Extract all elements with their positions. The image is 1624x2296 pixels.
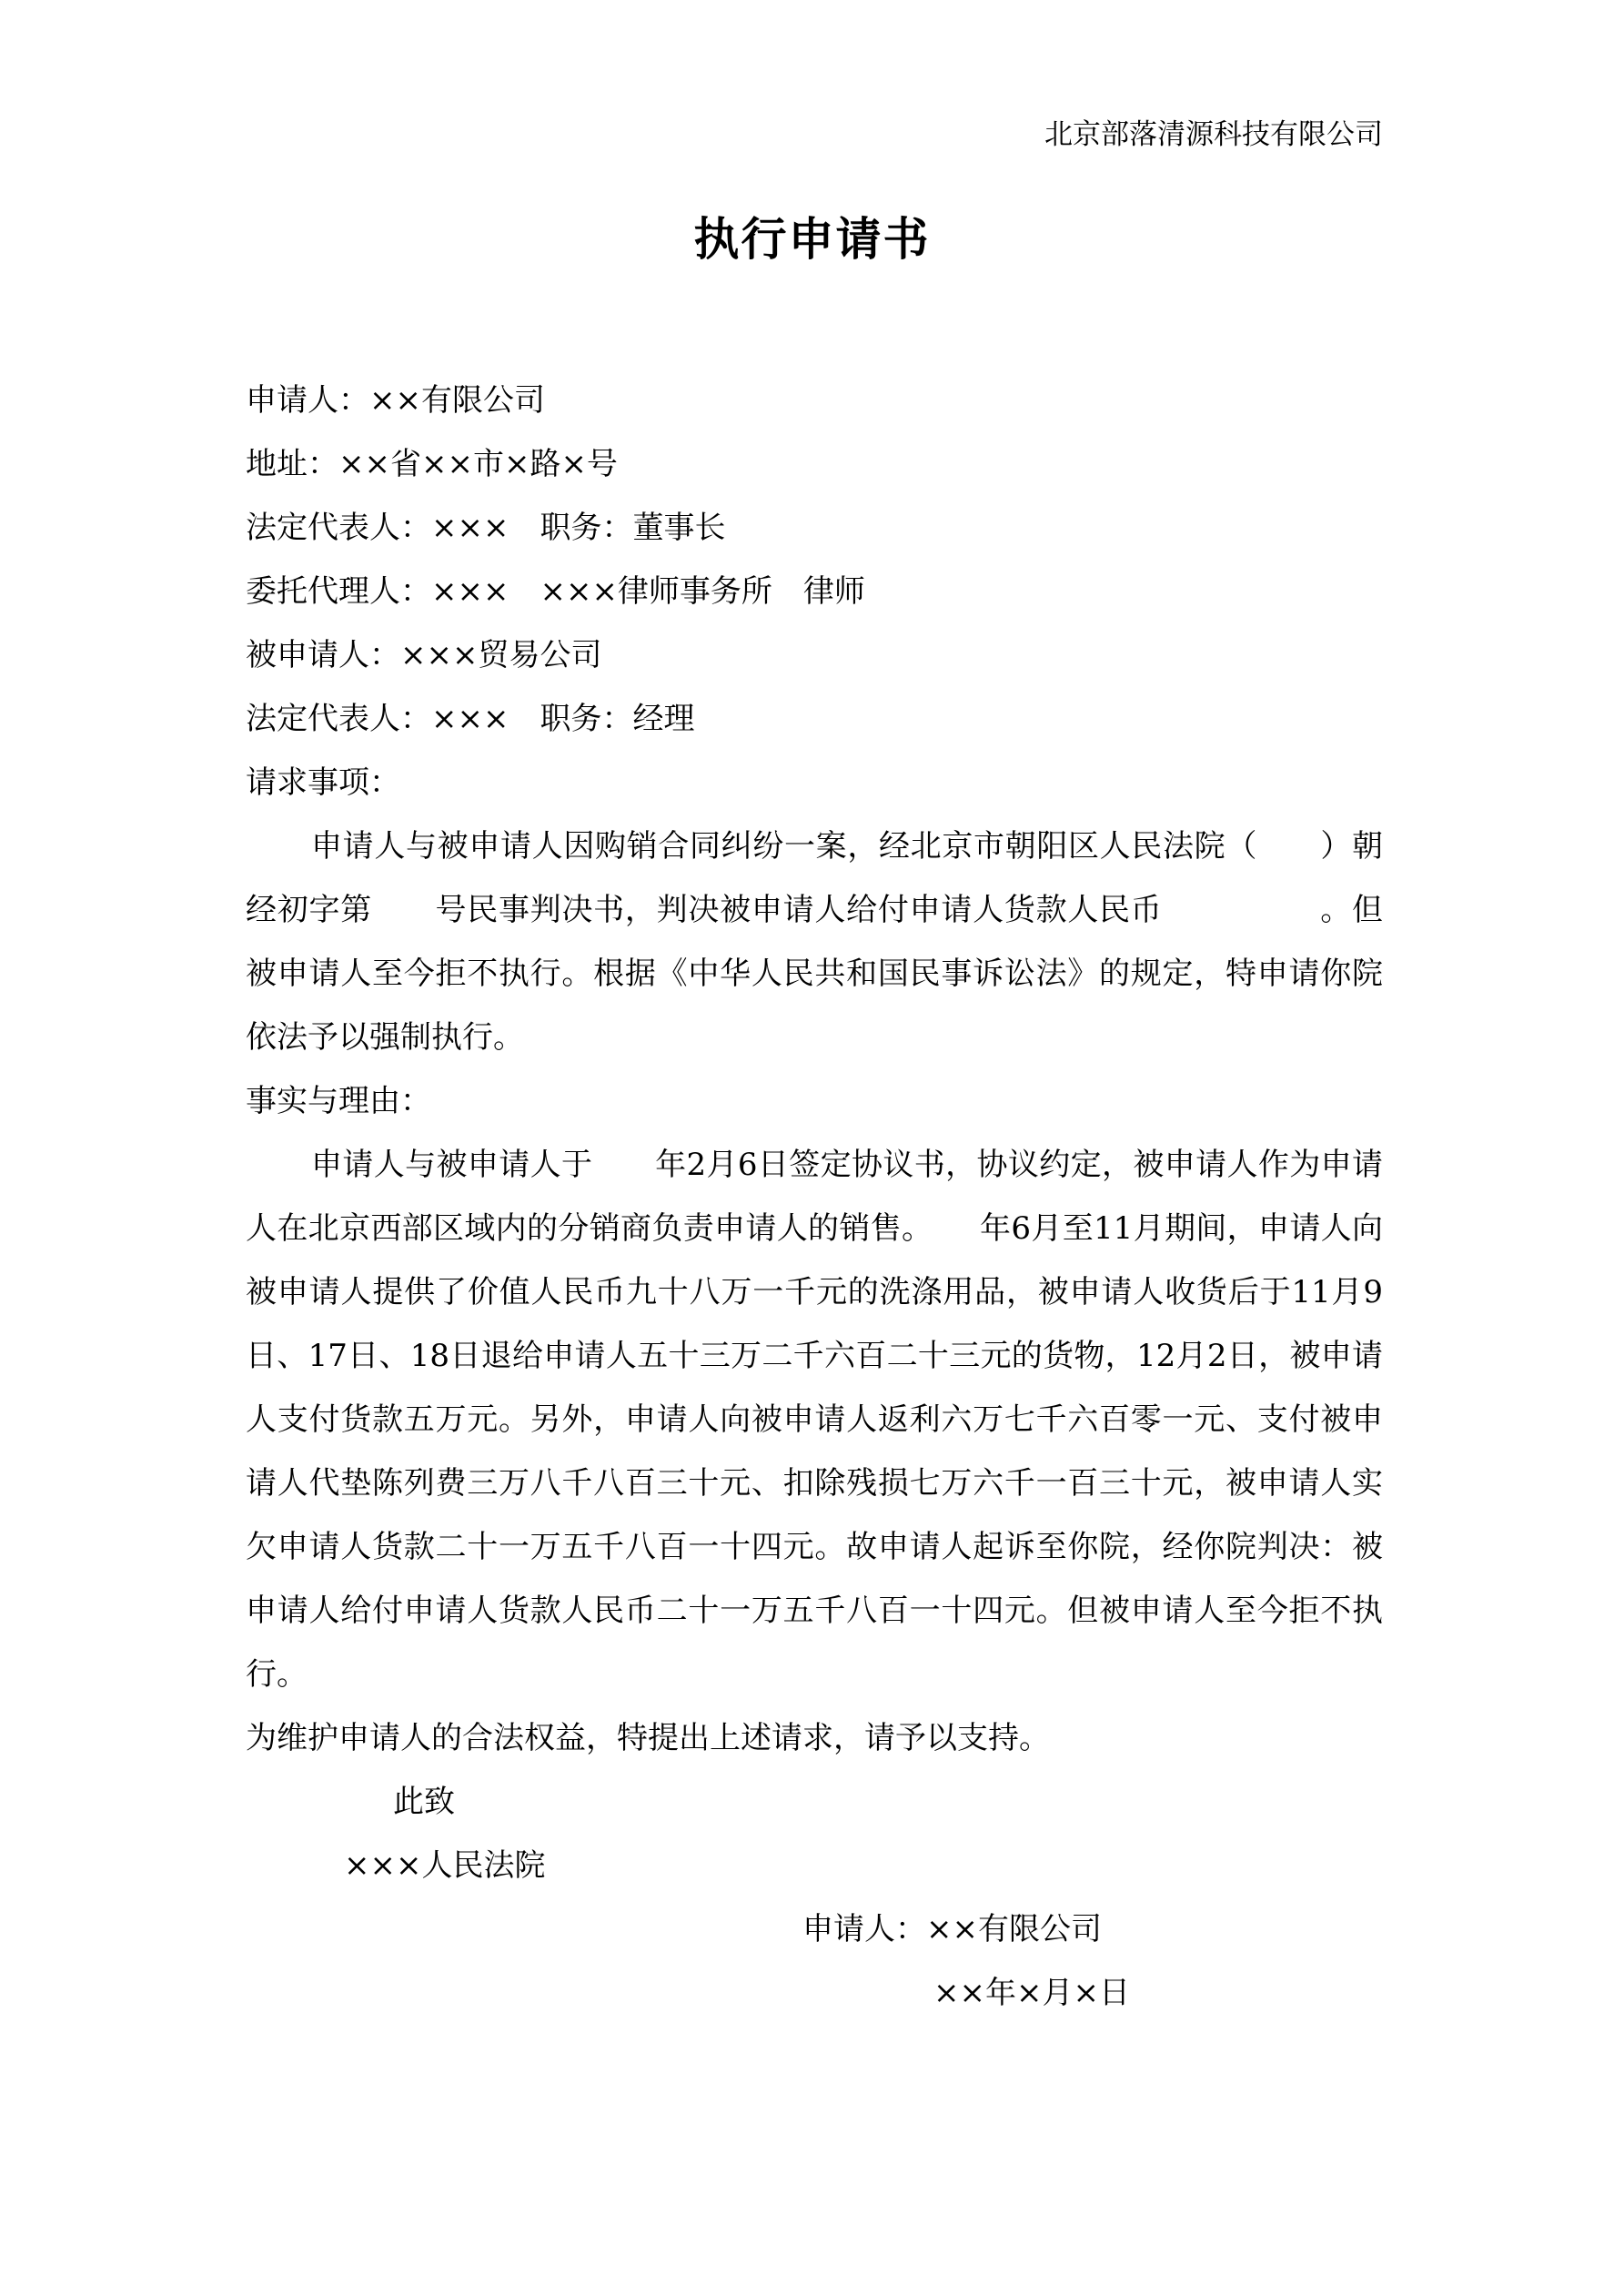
claims-paragraph: 申请人与被申请人因购销合同纠纷一案，经北京市朝阳区人民法院（ ）朝经初字第 号民事判决书，判决被申请人给付申请人货款人民币 。但被申请人至今拒不执行。根据《中华人民共和国民事诉讼法》的规定，特申请你院依法予以强制执行。 [246, 828, 1383, 1056]
applicant-line: 申请人：××有限公司 [246, 382, 545, 419]
header-company-name: 北京部落清源科技有限公司 [1044, 118, 1383, 151]
signature-applicant: 申请人：××有限公司 [802, 1911, 1102, 1947]
respondent-legal-representative-line: 法定代表人：××× 职务：经理 [246, 701, 695, 737]
legal-representative-line: 法定代表人：××× 职务：董事长 [246, 510, 726, 546]
facts-paragraph: 申请人与被申请人于 年2月6日签定协议书，协议约定，被申请人作为申请人在北京西部区域内的分销商负责申请人的销售。 年6月至11月期间，申请人向被申请人提供了价值人民币九十八万一千元的洗涤用品，被申请人收货后于11月9日、17日、18日退给申请人五十三万二千六百二十三元的货物，12月2日，被申请人支付货款五万元。另外，申请人向被申请人返利六万七千六百零一元、支付被申请人代垫陈列费三万八千八百三十元、扣除残损七万六千一百三十元，被申请人实欠申请人货款二十一万五千八百一十四元。故申请人起诉至你院，经你院判决：被申请人给付申请人货款人民币二十一万五千八百一十四元。但被申请人至今拒不执行。 [246, 1147, 1383, 1693]
signature-date: ××年×月×日 [933, 1975, 1130, 2011]
respondent-line: 被申请人：×××贸易公司 [246, 637, 602, 673]
document-body [246, 369, 1383, 2025]
facts-heading: 事实与理由： [246, 1083, 431, 1119]
document-title: 执行申请书 [693, 213, 931, 266]
agent-line: 委托代理人：××× ×××律师事务所 律师 [246, 573, 865, 610]
address-line: 地址：××省××市×路×号 [246, 446, 618, 482]
salutation: 此致 [393, 1784, 455, 1820]
closing-statement: 为维护申请人的合法权益，特提出上述请求，请予以支持。 [246, 1720, 1050, 1756]
claims-heading: 请求事项： [246, 764, 400, 801]
court-name: ×××人民法院 [344, 1847, 546, 1884]
